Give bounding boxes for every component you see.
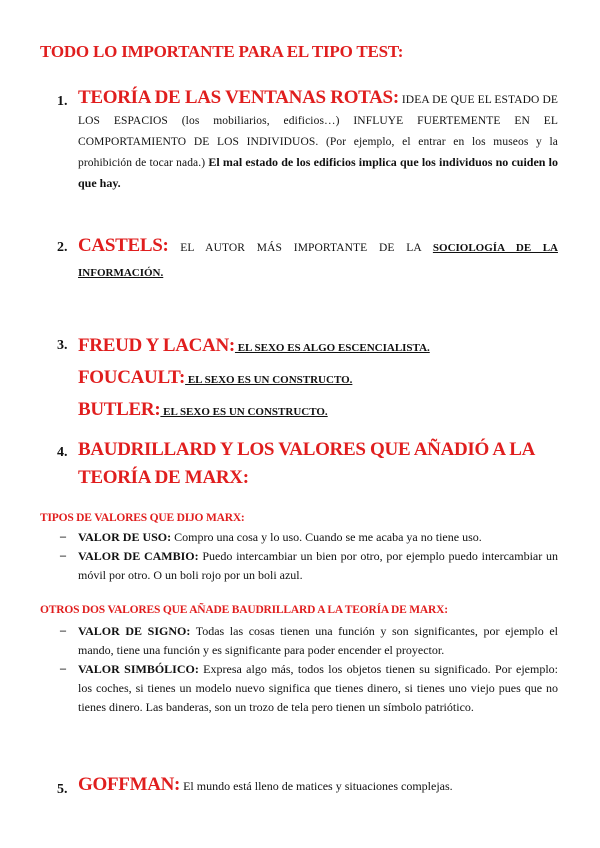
marx-bullet-1-dash: –	[60, 529, 66, 543]
page-title: TODO LO IMPORTANTE PARA EL TIPO TEST:	[40, 42, 404, 61]
item-3-heading-3: BUTLER:	[78, 399, 161, 420]
item-2-heading: CASTELS:	[78, 235, 169, 256]
marx-bullet-2-label: VALOR DE CAMBIO:	[78, 549, 199, 563]
item-3-text-3: EL SEXO ES UN CONSTRUCTO.	[160, 406, 328, 418]
item-3-body	[78, 331, 558, 427]
item-5-text: El mundo está lleno de matices y situaciones complejas.	[180, 779, 453, 793]
marx-bullet-1	[78, 528, 558, 547]
marx-bullet-2-dash: –	[60, 548, 66, 562]
marx-bullet-2	[78, 547, 558, 585]
item-1-bold-text: El mal estado de los edificios implica que los individuos no cuiden lo que hay.	[78, 155, 558, 190]
item-2-text: EL AUTOR MÁS IMPORTANTE DE LA	[168, 242, 433, 254]
item-5-body	[78, 775, 558, 796]
item-4-number: 4.	[57, 445, 68, 460]
item-3-number: 3.	[57, 338, 68, 353]
baudrillard-bullet-2-dash: –	[60, 661, 66, 675]
baudrillard-bullet-1-label: VALOR DE SIGNO:	[78, 624, 191, 638]
baudrillard-section-title: OTROS DOS VALORES QUE AÑADE BAUDRILLARD A LA TEORÍA DE MARX:	[40, 604, 448, 616]
baudrillard-bullet-1-text: Todas las cosas tienen una función y son significantes, por ejemplo el mando, tiene una función y es significante para poder encender el proyector.	[78, 624, 558, 657]
item-5-number: 5.	[57, 782, 68, 797]
item-1-heading: TEORÍA DE LAS VENTANAS ROTAS:	[78, 87, 399, 108]
item-1-body	[78, 88, 558, 193]
item-3-heading-1: FREUD Y LACAN:	[78, 335, 235, 356]
item-5-heading: GOFFMAN:	[78, 774, 181, 795]
marx-bullet-1-label: VALOR DE USO:	[78, 530, 172, 544]
baudrillard-bullet-1-dash: –	[60, 623, 66, 637]
item-3-text-1: EL SEXO ES ALGO ESCENCIALISTA.	[234, 342, 430, 354]
baudrillard-bullet-2	[78, 660, 558, 717]
item-3-line-1	[78, 331, 558, 363]
item-2-body	[78, 234, 558, 285]
marx-bullet-1-text: Compro una cosa y lo uso. Cuando se me acaba ya no tiene uso.	[171, 530, 482, 544]
item-1-number: 1.	[57, 94, 68, 109]
item-3-line-3	[78, 395, 558, 427]
item-2-number: 2.	[57, 240, 68, 255]
marx-bullet-2-text: Puedo intercambiar un bien por otro, por ejemplo puedo intercambiar un móvil por otro. O un boli rojo por un boli azul.	[78, 549, 558, 582]
item-3-text-2: EL SEXO ES UN CONSTRUCTO.	[185, 374, 353, 386]
item-4-heading: BAUDRILLARD Y LOS VALORES QUE AÑADIÓ A LA TEORÍA DE MARX:	[78, 439, 534, 488]
baudrillard-bullet-2-label: VALOR SIMBÓLICO:	[78, 662, 199, 676]
marx-section-title: TIPOS DE VALORES QUE DIJO MARX:	[40, 512, 245, 524]
item-3-line-2	[78, 363, 558, 395]
item-3-heading-2: FOUCAULT:	[78, 367, 186, 388]
baudrillard-bullet-2-text: Expresa algo más, todos los objetos tienen su significado. Por ejemplo: los coches, si tienes un modelo nuevo significa que tienes dinero, si tienes uno viejo pues que no tienes dinero. Las banderas, son un trozo de tela pero tienen un símbolo patriótico.	[78, 662, 559, 714]
baudrillard-bullet-1	[78, 622, 558, 660]
item-1-text: IDEA DE QUE EL ESTADO DE LOS ESPACIOS (los mobiliarios, edificios…) INFLUYE FUERTEMENTE EN EL COMPORTAMIENTO DE LOS INDIVIDUOS. (Por ejemplo, el entrar en los museos y la prohibición de tocar nada.)	[78, 94, 559, 169]
item-2-underlined-text: SOCIOLOGÍA DE LA INFORMACIÓN.	[78, 242, 558, 279]
